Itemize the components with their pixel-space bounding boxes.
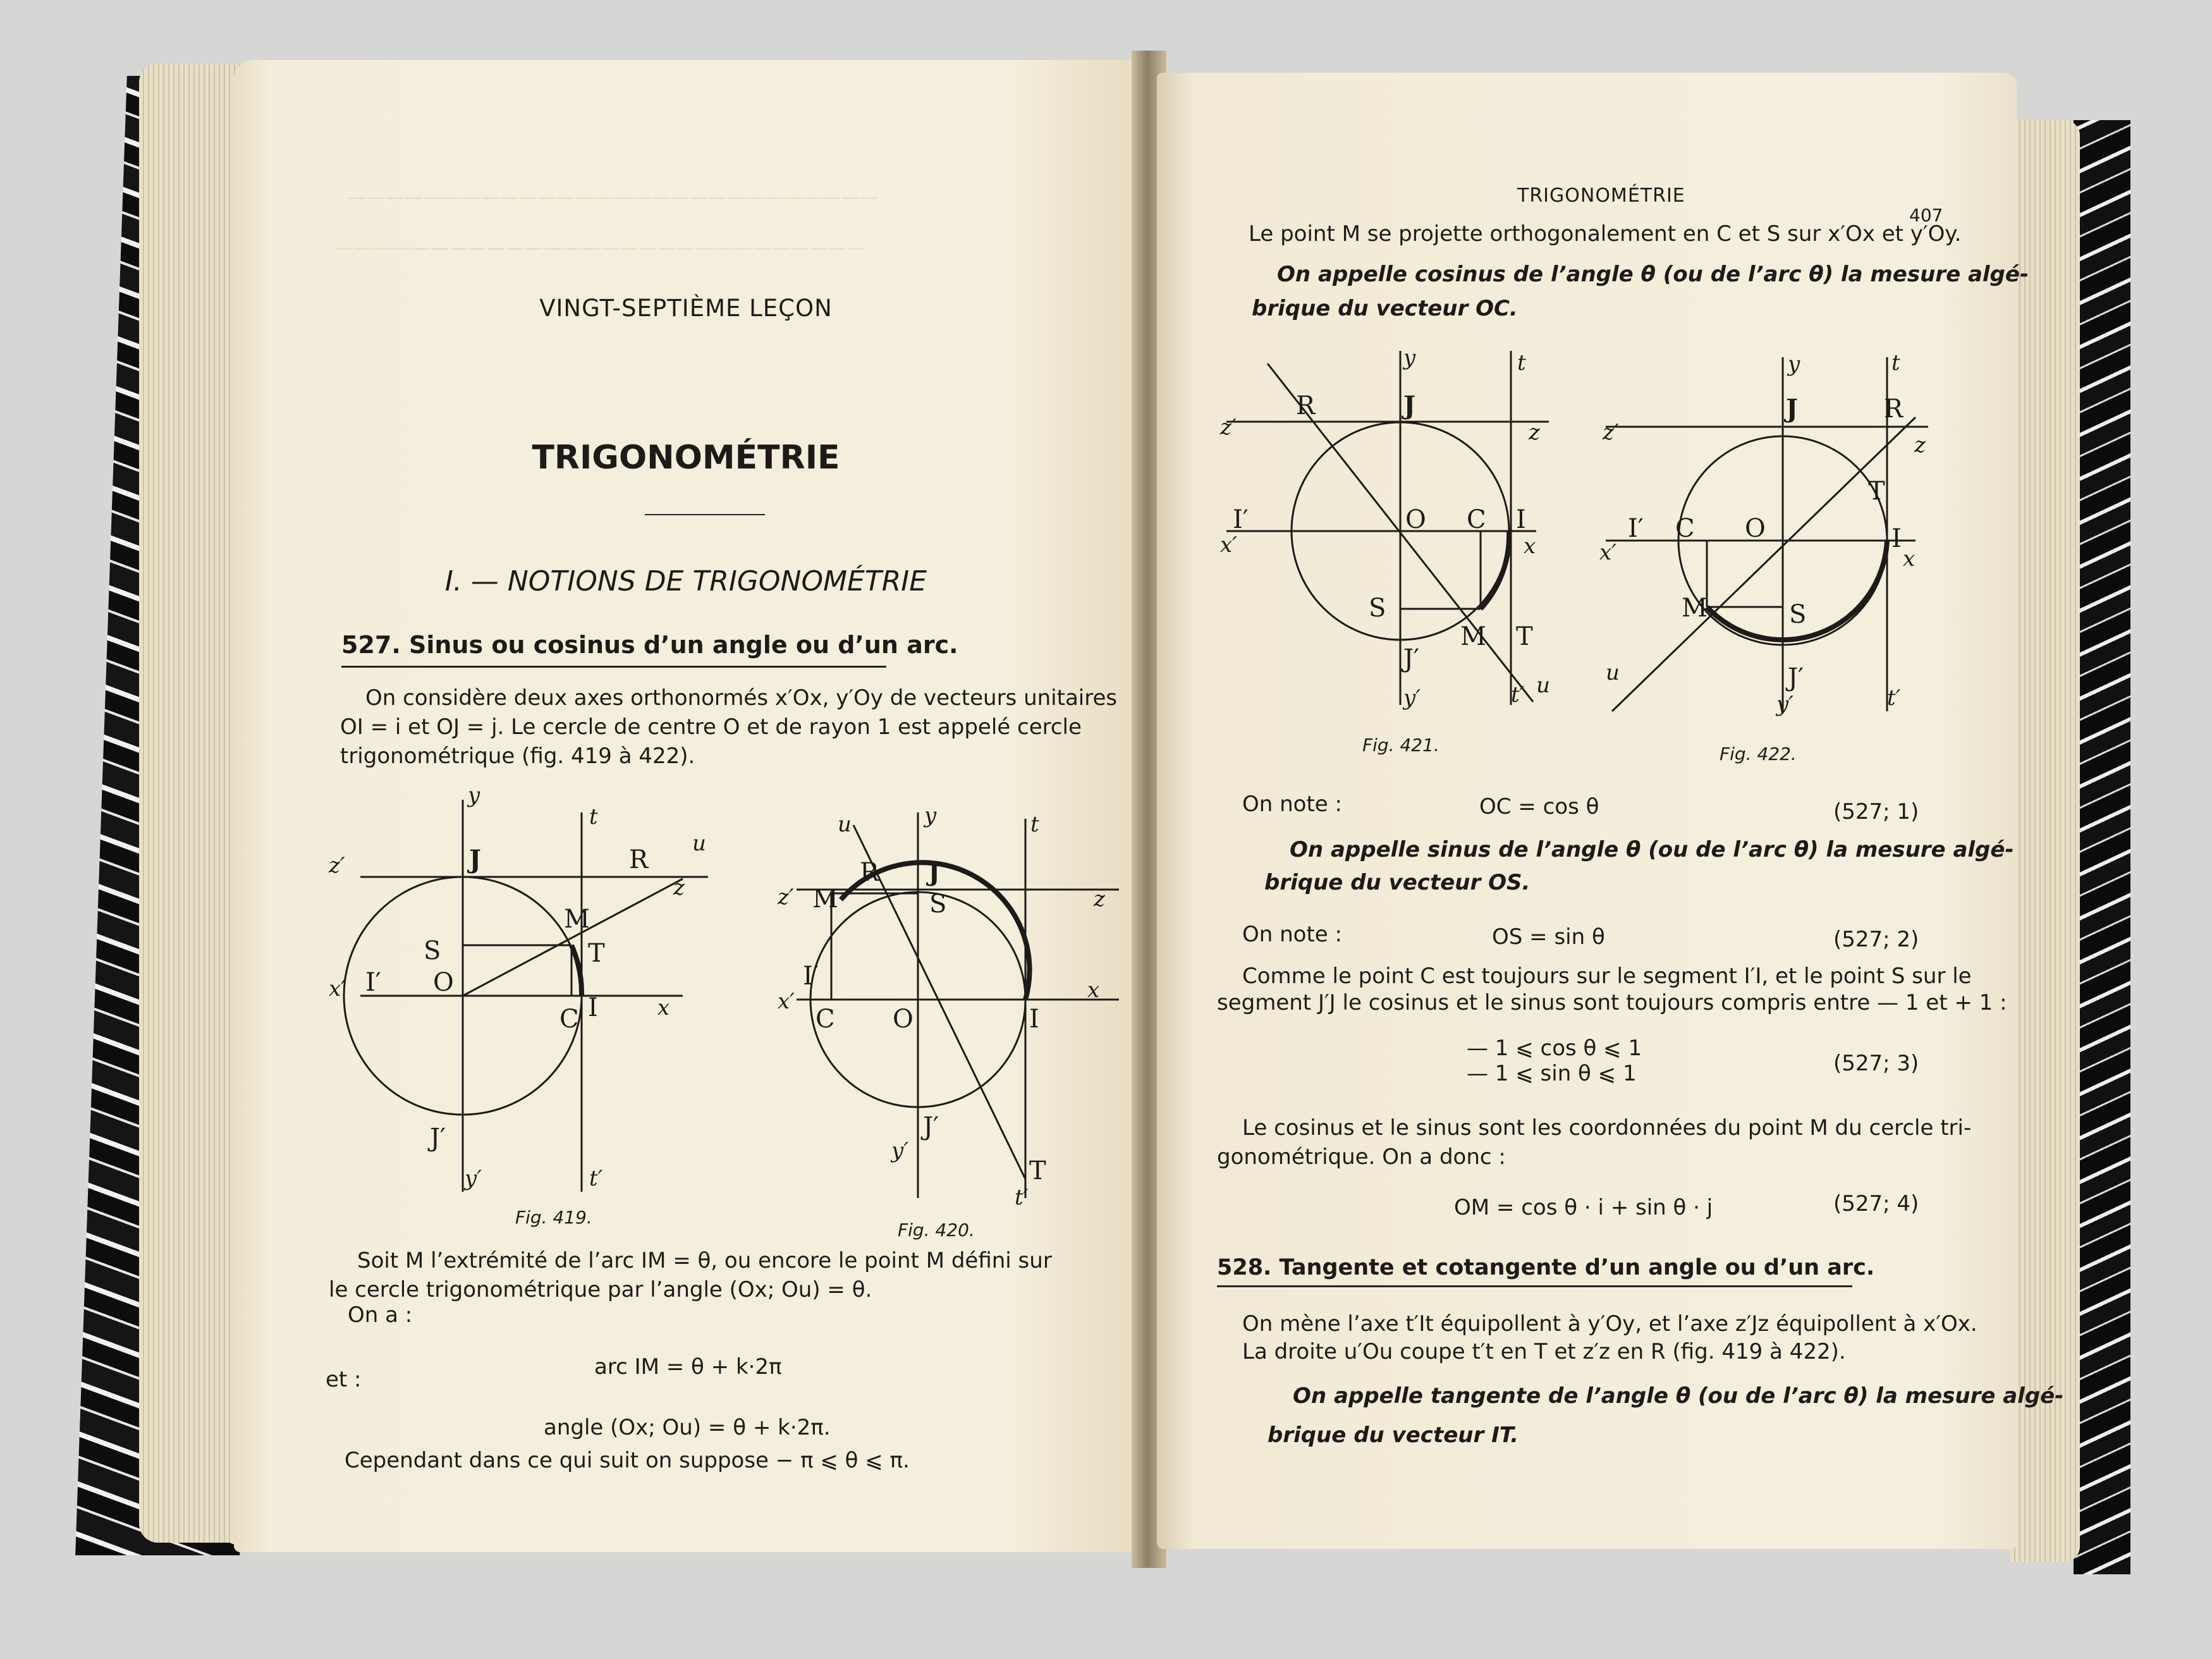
label-R: R [1296, 391, 1316, 420]
equation-angle: angle (Ox; Ou) = θ + k·2π. [544, 1415, 831, 1440]
label-S: S [424, 936, 441, 965]
inequality-cos: — 1 ⩽ cos θ ⩽ 1 [1467, 1036, 1642, 1061]
label-x-prime: x′ [1599, 540, 1616, 565]
label-C: C [559, 1005, 579, 1034]
equation-om: OM = cos θ · i + sin θ · j [1454, 1195, 1713, 1220]
label-u: u [692, 831, 706, 856]
heading-527-underline [341, 666, 886, 668]
label-x-prime: x′ [1220, 532, 1237, 558]
label-x: x [1903, 546, 1916, 572]
label-I-prime: I′ [1233, 505, 1249, 534]
definition-sine: On appelle sinus de l’angle θ (ou de l’arc θ) la mesure algé- [1290, 837, 2014, 862]
label-C: C [1467, 505, 1486, 534]
label-T: T [588, 939, 605, 968]
equation-ref-1: (527; 1) [1833, 799, 1919, 824]
label-et: et : [326, 1367, 362, 1392]
definition-cosine: brique du vecteur OC. [1252, 296, 1518, 321]
arc-im [1481, 531, 1509, 609]
label-J: J [928, 857, 940, 887]
definition-sine: brique du vecteur OS. [1264, 870, 1531, 895]
on-note-label: On note : [1242, 922, 1342, 947]
figure-419 [329, 783, 721, 1204]
fig-421-caption: Fig. 421. [1362, 735, 1439, 756]
paragraph-line: Comme le point C est toujours sur le segment I′I, et le point S sur le [1242, 964, 1972, 989]
label-z: z [1914, 432, 1926, 458]
lesson-title: VINGT-SEPTIÈME LEÇON [539, 295, 833, 322]
label-S: S [1789, 600, 1807, 629]
definition-tangent: On appelle tangente de l’angle θ (ou de l’arc θ) la mesure algé- [1293, 1383, 2064, 1409]
label-z: z [1094, 886, 1105, 912]
label-I-prime: I′ [1628, 514, 1644, 543]
label-T: T [1868, 477, 1885, 506]
paragraph-line: Le point M se projette orthogonalement en C et S sur x′Ox et y′Oy. [1249, 221, 1962, 247]
label-y-prime: y′ [1403, 685, 1421, 711]
label-R: R [629, 845, 649, 874]
label-M: M [1460, 622, 1486, 651]
label-y-prime: y′ [891, 1138, 908, 1163]
inequality-sin: — 1 ⩽ sin θ ⩽ 1 [1467, 1061, 1637, 1086]
equation-arc: arc IM = θ + k·2π [594, 1354, 782, 1380]
label-O: O [1405, 505, 1426, 534]
heading-528-underline [1217, 1285, 1852, 1287]
label-x: x [1524, 534, 1536, 559]
label-M: M [812, 885, 838, 914]
equation-cos: OC = cos θ [1479, 794, 1599, 819]
label-T: T [1516, 622, 1533, 651]
paragraph-line: La droite u′Ou coupe t′t en T et z′z en R (fig. 419 à 422). [1242, 1339, 1846, 1364]
label-t: t [1891, 350, 1900, 376]
label-u: u [1536, 673, 1550, 698]
label-M: M [1682, 594, 1708, 623]
label-J-prime: J′ [430, 1123, 446, 1153]
arc-im [571, 945, 582, 996]
equation-ref-2: (527; 2) [1833, 927, 1919, 952]
label-z-prime: z′ [329, 853, 345, 878]
heading-528: 528. Tangente et cotangente d’un angle ou d’un arc. [1217, 1255, 1875, 1280]
label-z-prime: z′ [778, 885, 794, 910]
equation-ref-4: (527; 4) [1833, 1191, 1919, 1216]
label-J: J [469, 845, 481, 874]
paragraph-line: trigonométrique (fig. 419 à 422). [340, 744, 695, 769]
label-I-prime: I′ [803, 962, 819, 991]
label-x: x [1087, 977, 1100, 1003]
label-J: J [1786, 394, 1798, 424]
label-z: z [1529, 420, 1540, 445]
fig-422-caption: Fig. 422. [1720, 744, 1797, 764]
label-I: I [1891, 524, 1902, 553]
label-t: t [1517, 350, 1526, 376]
label-t-prime: t′ [1511, 682, 1525, 707]
paragraph-line: Cependant dans ce qui suit on suppose − π ⩽ θ ⩽ π. [345, 1448, 910, 1473]
label-I-prime: I′ [365, 968, 381, 997]
label-x-prime: x′ [329, 976, 346, 1001]
paragraph-line: Soit M l’extrémité de l’arc IM = θ, ou encore le point M défini sur [357, 1248, 1052, 1273]
page-edges-right [2010, 120, 2080, 1562]
bleed-through-text: ———————————————————————————— [348, 187, 879, 209]
label-R: R [860, 858, 879, 887]
bleed-through-text: ———————————————————————————— [335, 237, 866, 259]
label-J-prime: J′ [923, 1112, 939, 1141]
u-ray [463, 879, 683, 996]
label-C: C [816, 1005, 835, 1034]
paragraph-line: OI = i et OJ = j. Le cercle de centre O et de rayon 1 est appelé cercle [340, 714, 1082, 740]
figure-421 [1220, 345, 1550, 718]
label-S: S [929, 890, 947, 919]
definition-cosine: On appelle cosinus de l’angle θ (ou de l’arc θ) la mesure algé- [1277, 262, 2029, 287]
label-y-prime: y′ [1776, 692, 1793, 717]
equation-ref-3: (527; 3) [1833, 1051, 1919, 1076]
label-t: t [1030, 812, 1039, 837]
label-y-prime: y′ [465, 1166, 482, 1191]
label-y: y [468, 783, 480, 808]
label-M: M [564, 905, 590, 934]
label-I: I [1516, 505, 1526, 534]
section-heading: I. — NOTIONS DE TRIGONOMÉTRIE [444, 565, 927, 597]
label-z-prime: z′ [1603, 420, 1619, 445]
paragraph-line: On mène l’axe t′It équipollent à y′Oy, et l’axe z′Jz équipollent à x′Ox. [1242, 1311, 1977, 1337]
label-t-prime: t′ [589, 1166, 603, 1191]
label-J-prime: J′ [1788, 663, 1804, 692]
label-u: u [838, 812, 852, 837]
label-u: u [1606, 660, 1620, 685]
label-O: O [893, 1005, 914, 1034]
label-x-prime: x′ [778, 989, 795, 1014]
right-page [1157, 73, 2064, 1549]
page-number: 407 [1909, 205, 1943, 226]
label-y: y [924, 803, 937, 828]
u-ray [1612, 417, 1916, 711]
heading-527: 527. Sinus ou cosinus d’un angle ou d’un arc. [341, 631, 958, 659]
fig-420-caption: Fig. 420. [898, 1220, 975, 1240]
label-t-prime: t′ [1887, 685, 1901, 711]
page-title: TRIGONOMÉTRIE [532, 439, 840, 477]
label-t: t [589, 804, 598, 830]
figure-422 [1599, 350, 1928, 724]
equation-sin: OS = sin θ [1492, 924, 1605, 950]
label-t-prime: t′ [1015, 1185, 1029, 1210]
definition-tangent: brique du vecteur IT. [1268, 1423, 1519, 1448]
label-R: R [1884, 395, 1903, 424]
label-J: J [1403, 391, 1415, 420]
label-y: y [1403, 345, 1416, 370]
label-y: y [1788, 352, 1800, 377]
title-underline [645, 514, 765, 515]
label-O: O [433, 968, 454, 997]
page-edges-left [139, 63, 247, 1543]
paragraph-line: segment J′J le cosinus et le sinus sont toujours compris entre — 1 et + 1 : [1217, 990, 2007, 1015]
on-note-label: On note : [1242, 792, 1342, 817]
label-J-prime: J′ [1403, 644, 1420, 673]
label-x: x [657, 995, 670, 1020]
label-O: O [1745, 514, 1766, 543]
label-I: I [1029, 1005, 1039, 1034]
paragraph-line: gonométrique. On a donc : [1217, 1144, 1506, 1170]
running-head: TRIGONOMÉTRIE [1517, 185, 1685, 207]
book-cover-right [2074, 120, 2130, 1574]
label-S: S [1369, 594, 1386, 623]
label-z-prime: z′ [1220, 415, 1237, 440]
label-C: C [1675, 514, 1695, 543]
paragraph-line: On a : [348, 1302, 413, 1328]
paragraph-line: Le cosinus et le sinus sont les coordonnées du point M du cercle tri- [1242, 1115, 1972, 1141]
figure-420 [778, 800, 1132, 1217]
paragraph-line: le cercle trigonométrique par l’angle (Ox; Ou) = θ. [329, 1277, 872, 1302]
label-I: I [588, 993, 598, 1022]
left-page [234, 60, 1138, 1552]
paragraph-line: On considère deux axes orthonormés x′Ox, y′Oy de vecteurs unitaires [365, 685, 1118, 711]
fig-419-caption: Fig. 419. [515, 1207, 592, 1228]
label-z: z [673, 875, 685, 900]
label-T: T [1029, 1156, 1046, 1185]
